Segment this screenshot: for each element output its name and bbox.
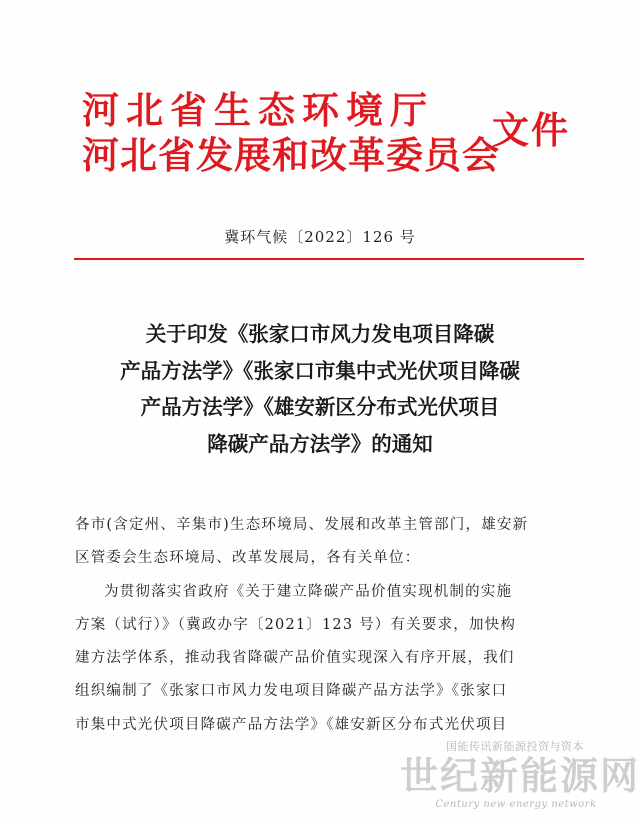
body-line-recipients: 区管委会生态环境局、改革发展局，各有关单位：	[75, 550, 421, 567]
issuing-org-ecology-dept: 河北省生态环境厅	[82, 89, 434, 132]
title-line: 关于印发《张家口市风力发电项目降碳	[145, 322, 495, 346]
body-line-paragraph: 市集中式光伏项目降碳产品方法学》《雄安新区分布式光伏项目	[75, 716, 508, 733]
body-line-paragraph: 为贯彻落实省政府《关于建立降碳产品价值实现机制的实施	[104, 583, 513, 600]
document-number: 冀环气候〔2022〕126 号	[224, 228, 416, 246]
body-line-paragraph: 组织编制了《张家口市风力发电项目降碳产品方法学》《张家口	[75, 683, 508, 700]
body-line-paragraph: 建方法学体系，推动我省降碳产品价值实现深入有序开展，我们	[75, 650, 515, 667]
watermark-english: Century new energy network	[435, 799, 597, 810]
watermark-brand: 世纪新能源网	[400, 754, 640, 798]
document-body	[75, 509, 595, 742]
body-line-paragraph: 方案（试行）》（冀政办字〔2021〕123 号）有关要求，加快构	[75, 616, 517, 633]
body-line-recipients: 各市(含定州、辛集市)生态环境局、发展和改革主管部门，雄安新	[75, 517, 529, 533]
title-line: 产品方法学》《雄安新区分布式光伏项目	[140, 395, 500, 419]
title-line: 降碳产品方法学》的通知	[207, 431, 433, 456]
document-title	[60, 316, 580, 462]
red-header-rule	[74, 258, 584, 260]
watermark-caption: 国能传讯新能源投资与资本	[446, 740, 584, 753]
document-type-label: 文件	[492, 109, 570, 152]
title-line: 产品方法学》《张家口市集中式光伏项目降碳	[120, 358, 520, 383]
issuing-organizations	[82, 88, 500, 178]
issuing-org-development-commission: 河北省发展和改革委员会	[82, 134, 500, 177]
